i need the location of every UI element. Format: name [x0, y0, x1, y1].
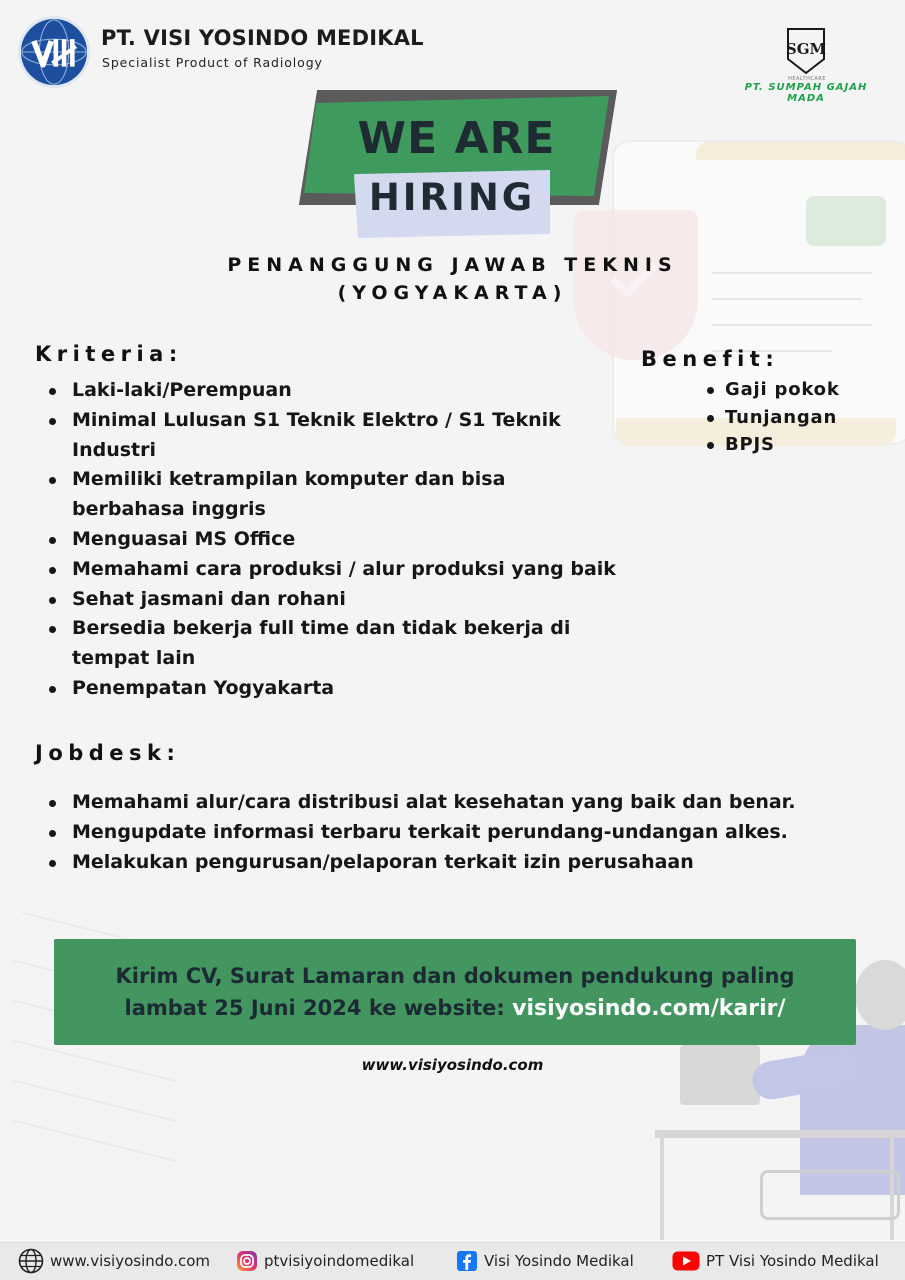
footer-youtube[interactable]	[672, 1247, 879, 1275]
footer-youtube-label: PT Visi Yosindo Medikal	[706, 1252, 879, 1270]
list-item: Gaji pokok	[701, 376, 901, 404]
background-document-header	[696, 142, 905, 160]
benefit-list	[701, 376, 901, 459]
banner-heading-line2: HIRING	[368, 176, 536, 219]
footer-facebook-label: Visi Yosindo Medikal	[484, 1252, 634, 1270]
footer-instagram-label: ptvisiyoindomedikal	[264, 1252, 415, 1270]
list-item: Memahami cara produksi / alur produksi yang baik	[36, 555, 646, 585]
list-item: Mengupdate informasi terbaru terkait perundang-undangan alkes.	[36, 818, 876, 848]
company-logo	[18, 16, 90, 88]
banner-heading-line1: WE ARE	[357, 113, 556, 164]
jobdesk-title: Jobdesk:	[35, 741, 181, 765]
cta-deadline-text: lambat 25 Juni 2024 ke website:	[124, 995, 505, 1020]
partner-logo-icon	[784, 27, 828, 75]
facebook-icon	[456, 1250, 478, 1272]
background-desk	[655, 1130, 905, 1138]
benefit-title: Benefit:	[641, 347, 780, 371]
list-item: Tunjangan	[701, 404, 901, 432]
application-instructions-box	[54, 939, 856, 1045]
position-title	[120, 251, 785, 307]
position-location: (YOGYAKARTA)	[337, 282, 568, 304]
footer-website[interactable]	[18, 1247, 210, 1275]
list-item: BPJS	[701, 431, 901, 459]
company-tagline: Specialist Product of Radiology	[102, 55, 323, 70]
list-item: Minimal Lulusan S1 Teknik Elektro / S1 Teknik Industri	[36, 406, 596, 466]
list-item: Memahami alur/cara distribusi alat kesehatan yang baik dan benar.	[36, 788, 876, 818]
globe-icon	[18, 1248, 44, 1274]
youtube-icon	[672, 1251, 700, 1271]
position-name: PENANGGUNG JAWAB TEKNIS	[227, 254, 678, 276]
list-item: Penempatan Yogyakarta	[36, 674, 646, 704]
background-green-card	[806, 196, 886, 246]
kriteria-title: Kriteria:	[35, 342, 183, 366]
globe-logo-icon	[21, 16, 87, 88]
partner-logo-text: SGM	[785, 40, 827, 58]
background-laptop-illustration	[680, 1045, 760, 1105]
background-line	[712, 324, 872, 326]
kriteria-list	[36, 376, 646, 704]
footer-website-label: www.visiyosindo.com	[50, 1252, 211, 1270]
list-item: Melakukan pengurusan/pelaporan terkait izin perusahaan	[36, 848, 876, 878]
footer-instagram[interactable]	[236, 1247, 414, 1275]
background-person-head	[855, 960, 905, 1030]
cta-line2	[125, 992, 786, 1025]
list-item: Sehat jasmani dan rohani	[36, 585, 646, 615]
footer-facebook[interactable]	[456, 1247, 634, 1275]
list-item: Bersedia bekerja full time dan tidak bekerja di tempat lain	[36, 614, 616, 674]
list-item: Laki-laki/Perempuan	[36, 376, 646, 406]
partner-subtitle: HEALTHCARE	[788, 76, 826, 82]
partner-name: PT. SUMPAH GAJAH MADA	[744, 82, 868, 104]
list-item: Memiliki ketrampilan komputer dan bisa berbahasa inggris	[36, 465, 556, 525]
jobdesk-list	[36, 788, 876, 877]
cta-line1: Kirim CV, Surat Lamaran dan dokumen pendukung paling	[115, 963, 795, 988]
career-link[interactable]: visiyosindo.com/karir/	[512, 995, 786, 1021]
list-item: Menguasai MS Office	[36, 525, 646, 555]
company-name: PT. VISI YOSINDO MEDIKAL	[101, 26, 424, 50]
instagram-icon	[236, 1250, 258, 1272]
background-chair	[760, 1170, 900, 1220]
background-desk-leg	[660, 1130, 664, 1240]
website-url[interactable]: www.visiyosindo.com	[361, 1056, 544, 1074]
